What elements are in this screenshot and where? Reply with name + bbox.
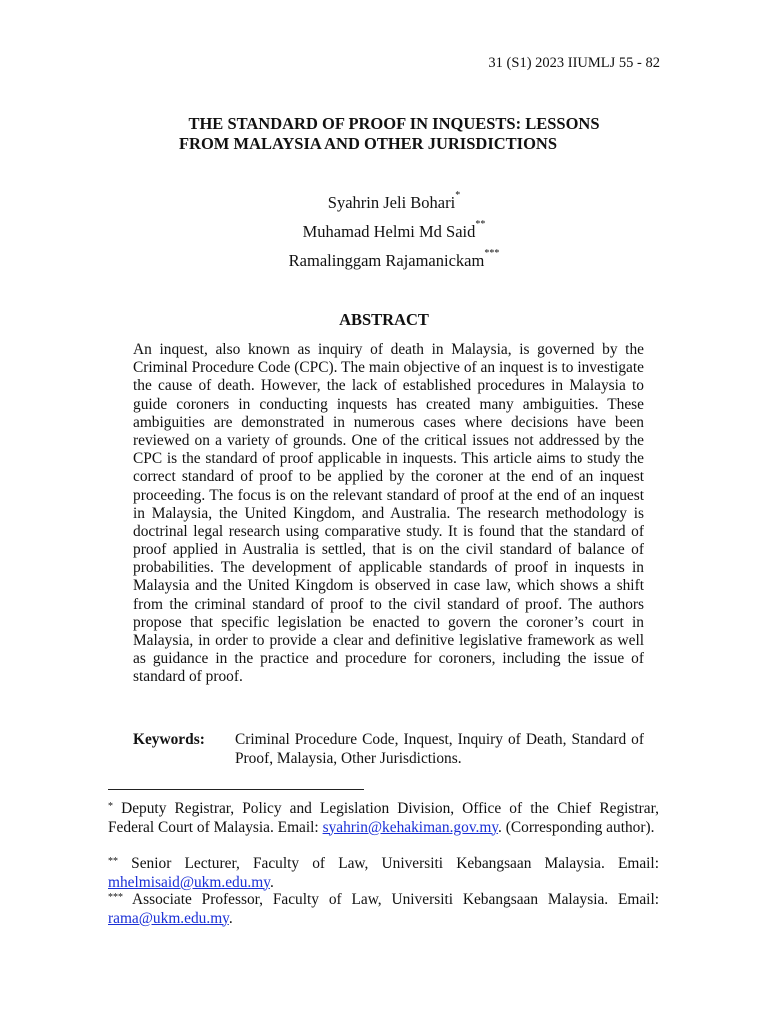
author-2 (0, 219, 768, 242)
footnote-mark: ** (108, 856, 118, 867)
footnote-divider (108, 789, 364, 790)
author-footnote-mark: * (455, 190, 461, 201)
journal-citation: 31 (S1) 2023 IIUMLJ 55 - 82 (488, 55, 660, 71)
author-footnote-mark: ** (475, 219, 486, 230)
footnote-text: Associate Professor, Faculty of Law, Universiti Kebangsaan Malaysia. Email: (131, 891, 659, 908)
footnote-3 (108, 891, 659, 928)
footnote-mark: *** (108, 892, 123, 903)
author-name: Ramalinggam Rajamanickam (288, 251, 485, 270)
author-name: Muhamad Helmi Md Said (302, 222, 476, 241)
author-footnote-mark: *** (484, 248, 500, 259)
keywords-label: Keywords: (133, 731, 205, 748)
footnote-suffix: . (269, 873, 274, 891)
abstract-heading: ABSTRACT (339, 310, 429, 329)
article-title-line-2: FROM MALAYSIA AND OTHER JURISDICTIONS (178, 134, 558, 153)
footnote-text: Senior Lecturer, Faculty of Law, Universiti Kebangsaan Malaysia. Email: (131, 855, 659, 872)
article-title (0, 114, 768, 154)
author-3 (0, 248, 768, 271)
keywords-list: Criminal Procedure Code, Inquest, Inquiry of Death, Standard of Proof, Malaysia, Other Jurisdictions. (235, 731, 644, 767)
footnote-suffix: . (Corresponding author). (498, 818, 655, 836)
footnote-2 (108, 855, 659, 892)
author-1 (0, 190, 768, 213)
article-title-line-1: THE STANDARD OF PROOF IN INQUESTS: LESSONS (188, 114, 600, 133)
footnote-mark: * (108, 801, 113, 812)
footnote-email-link[interactable]: rama@ukm.edu.my (108, 909, 229, 927)
author-name: Syahrin Jeli Bohari (327, 193, 456, 212)
footnote-email-link[interactable]: mhelmisaid@ukm.edu.my (108, 873, 270, 891)
footnote-email-link[interactable]: syahrin@kehakiman.gov.my (322, 818, 499, 836)
footnote-1 (108, 800, 659, 837)
abstract-text: An inquest, also known as inquiry of death in Malaysia, is governed by the Criminal Procedure Code (CPC). The main objective of an inquest is to investigate the cause of death. However, the lack of established procedures in Malaysia to guide coroners in conducting inquests has created many ambiguities. These ambiguities are demonstrated in numerous cases where decisions have been reviewed on a variety of grounds. One of the critical issues not addressed by the CPC is the standard of proof applicable in inquests. This article aims to study the correct standard of proof to be applied by the coroner at the end of an inquest proceeding. The focus is on the relevant standard of proof at the end of an inquest in Malaysia, the United Kingdom, and Australia. The research methodology is doctrinal legal research using comparative study. It is found that the standard of proof applied in Australia is settled, that is on the civil standard of balance of probabilities. The development of applicable standards of proof in inquests in Malaysia and the United Kingdom is observed in case law, which shows a shift from the criminal standard of proof to the civil standard of proof. The authors propose that specific legislation be enacted to govern the coroner’s court in Malaysia, in order to provide a clear and definitive legislative framework as well as guidance in the practice and procedure for coroners, including the issue of standard of proof. (133, 341, 644, 686)
footnote-text: Deputy Registrar, Policy and Legislation Division, Office of the Chief Registrar, Federal Court of Malaysia. Email: (108, 800, 659, 836)
footnote-suffix: . (228, 909, 233, 927)
